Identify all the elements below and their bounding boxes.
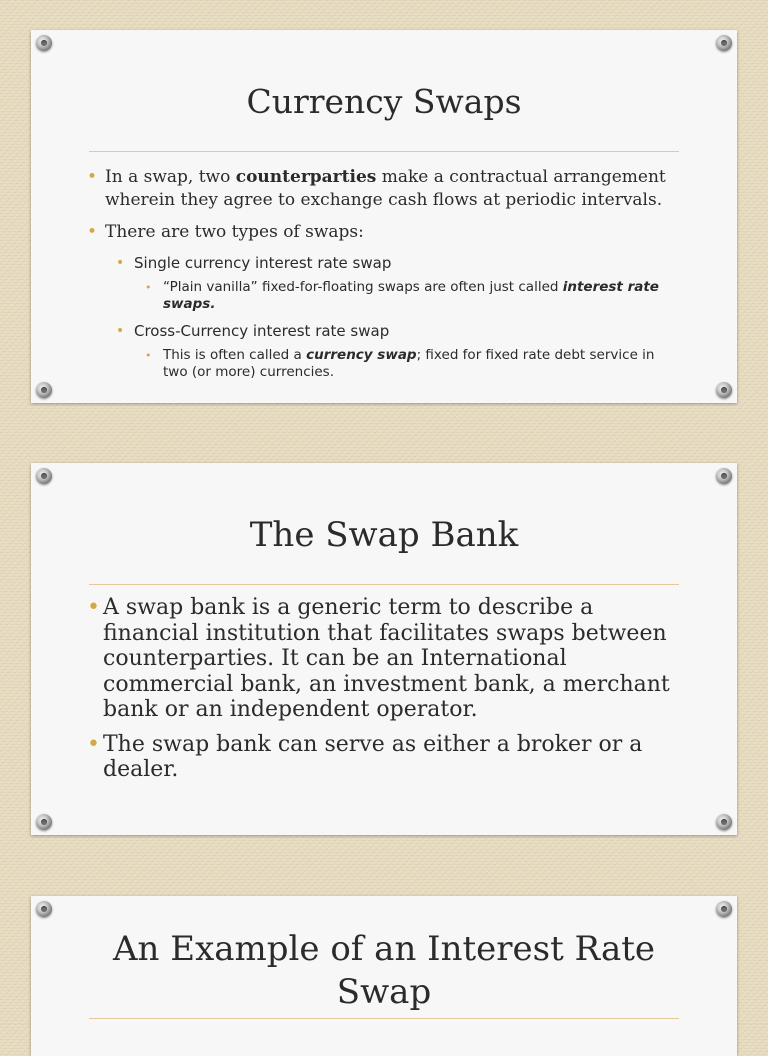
slide-interest-rate-swap-example [31,896,737,1056]
pushpin-icon [36,35,52,51]
title-divider [89,584,679,585]
emphasized-term: currency swap [306,347,417,363]
title-divider [89,151,679,152]
pushpin-icon [716,814,732,830]
bullet-item [87,595,687,723]
slide-title: The Swap Bank [249,515,519,555]
bullet-text: In a swap, two [105,167,236,187]
slide-title: Currency Swaps [246,82,522,121]
pushpin-icon [716,382,732,398]
slide-currency-swaps [31,30,737,403]
sub-bullet-text: Single currency interest rate swap [134,254,392,272]
pushpin-icon [716,901,732,917]
bullet-icon: • [145,281,152,294]
sub-sub-bullet-item [87,279,667,313]
pushpin-icon [36,814,52,830]
bullet-icon: • [87,731,100,757]
bullet-list [87,595,687,792]
bullet-icon: • [87,595,100,620]
bullet-text: A swap bank is a generic term to describe a financial institution that facilitates swaps between counterparties. It can be an International commercial bank, an investment bank, a merchant bank or an independent operator. [103,595,670,722]
slide-title: An Example of an Interest Rate Swap [112,929,655,1012]
emphasized-term: interest rate swaps. [163,279,659,312]
bullet-text: There are two types of swaps: [105,222,364,242]
bullet-icon: • [116,255,125,271]
pushpin-icon [36,901,52,917]
sub-sub-bullet-text: ; fixed for fixed rate debt service in two (or more) currencies. [163,347,655,380]
sub-sub-bullet-text: “Plain vanilla” fixed-for-floating swaps are often just called [163,279,563,295]
sub-sub-bullet-text: This is often called a [163,347,307,363]
sub-bullet-item [87,321,667,341]
pushpin-icon [716,35,732,51]
pushpin-icon [716,468,732,484]
slide-swap-bank [31,463,737,835]
bold-term: counterparties [235,167,377,187]
pushpin-icon [36,468,52,484]
title-divider [89,1018,679,1019]
bullet-icon: • [145,349,152,362]
sub-bullet-text: Cross-Currency interest rate swap [134,322,390,340]
sub-sub-bullet-item [87,347,667,381]
bullet-list [87,166,667,389]
pushpin-icon [36,382,52,398]
bullet-item [87,732,687,783]
bullet-text: make a contractual arrangement wherein they agree to exchange cash flows at periodic intervals. [105,167,666,210]
bullet-icon: • [87,167,98,187]
bullet-item [87,166,667,212]
bullet-text: The swap bank can serve as either a broker or a dealer. [103,731,643,782]
bullet-item [87,221,667,244]
bullet-icon: • [87,222,98,242]
sub-bullet-item [87,253,667,273]
bullet-icon: • [116,323,125,339]
